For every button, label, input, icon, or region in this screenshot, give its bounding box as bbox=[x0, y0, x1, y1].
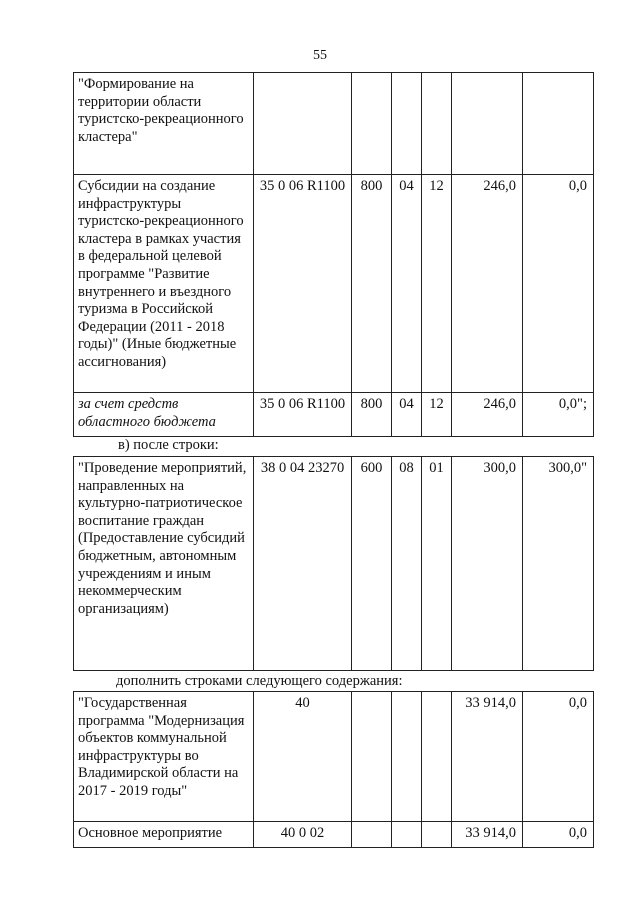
amount-2: 0,0 bbox=[523, 822, 594, 848]
amount-2: 0,0 bbox=[523, 175, 594, 393]
section: 04 bbox=[392, 393, 422, 437]
table-row bbox=[74, 73, 594, 175]
amount-2: 0,0 bbox=[523, 692, 594, 822]
caption-supplement: дополнить строками следующего содержания: bbox=[116, 673, 403, 689]
subsection: 12 bbox=[422, 393, 452, 437]
target-code: 35 0 06 R1100 bbox=[254, 393, 352, 437]
amount-1: 246,0 bbox=[452, 393, 523, 437]
subsection bbox=[422, 822, 452, 848]
page-number: 55 bbox=[313, 48, 327, 63]
amount-1 bbox=[452, 73, 523, 175]
row-name: "Проведение мероприятий, направленных на культурно-патриотическое воспитание граждан (Предоставление субсидий бюджетным, автономным учреждениям и иным некоммерческим организациям) bbox=[74, 457, 254, 671]
expense-type bbox=[352, 692, 392, 822]
amount-2 bbox=[523, 73, 594, 175]
subsection: 01 bbox=[422, 457, 452, 671]
budget-table-2 bbox=[73, 456, 594, 671]
target-code: 35 0 06 R1100 bbox=[254, 175, 352, 393]
target-code: 40 0 02 bbox=[254, 822, 352, 848]
subsection bbox=[422, 692, 452, 822]
section: 04 bbox=[392, 175, 422, 393]
expense-type bbox=[352, 73, 392, 175]
row-name: за счет средств областного бюджета bbox=[74, 393, 254, 437]
amount-2: 0,0"; bbox=[523, 393, 594, 437]
amount-1: 33 914,0 bbox=[452, 822, 523, 848]
budget-table-3 bbox=[73, 691, 594, 848]
budget-table-1 bbox=[73, 72, 594, 437]
expense-type: 600 bbox=[352, 457, 392, 671]
row-name: Основное мероприятие bbox=[74, 822, 254, 848]
row-name: "Формирование на территории области туристско-рекреационного кластера" bbox=[74, 73, 254, 175]
table-row bbox=[74, 393, 594, 437]
table-row bbox=[74, 457, 594, 671]
table-row bbox=[74, 692, 594, 822]
amount-1: 33 914,0 bbox=[452, 692, 523, 822]
subsection bbox=[422, 73, 452, 175]
expense-type: 800 bbox=[352, 175, 392, 393]
target-code: 38 0 04 23270 bbox=[254, 457, 352, 671]
section bbox=[392, 822, 422, 848]
row-name: Субсидии на создание инфраструктуры туристско-рекреационного кластера в рамках участия в федеральной целевой программе "Развитие внутреннего и въездного туризма в Российской Федерации (2011 - 2018 годы)" (Иные бюджетные ассигнования) bbox=[74, 175, 254, 393]
expense-type: 800 bbox=[352, 393, 392, 437]
amount-1: 246,0 bbox=[452, 175, 523, 393]
table-row bbox=[74, 175, 594, 393]
expense-type bbox=[352, 822, 392, 848]
section: 08 bbox=[392, 457, 422, 671]
section bbox=[392, 692, 422, 822]
section bbox=[392, 73, 422, 175]
subsection: 12 bbox=[422, 175, 452, 393]
table-row bbox=[74, 822, 594, 848]
target-code: 40 bbox=[254, 692, 352, 822]
amount-1: 300,0 bbox=[452, 457, 523, 671]
row-name: "Государственная программа "Модернизация объектов коммунальной инфраструктуры во Владимирской области на 2017 - 2019 годы" bbox=[74, 692, 254, 822]
caption-after-row: в) после строки: bbox=[118, 437, 219, 453]
amount-2: 300,0" bbox=[523, 457, 594, 671]
target-code bbox=[254, 73, 352, 175]
